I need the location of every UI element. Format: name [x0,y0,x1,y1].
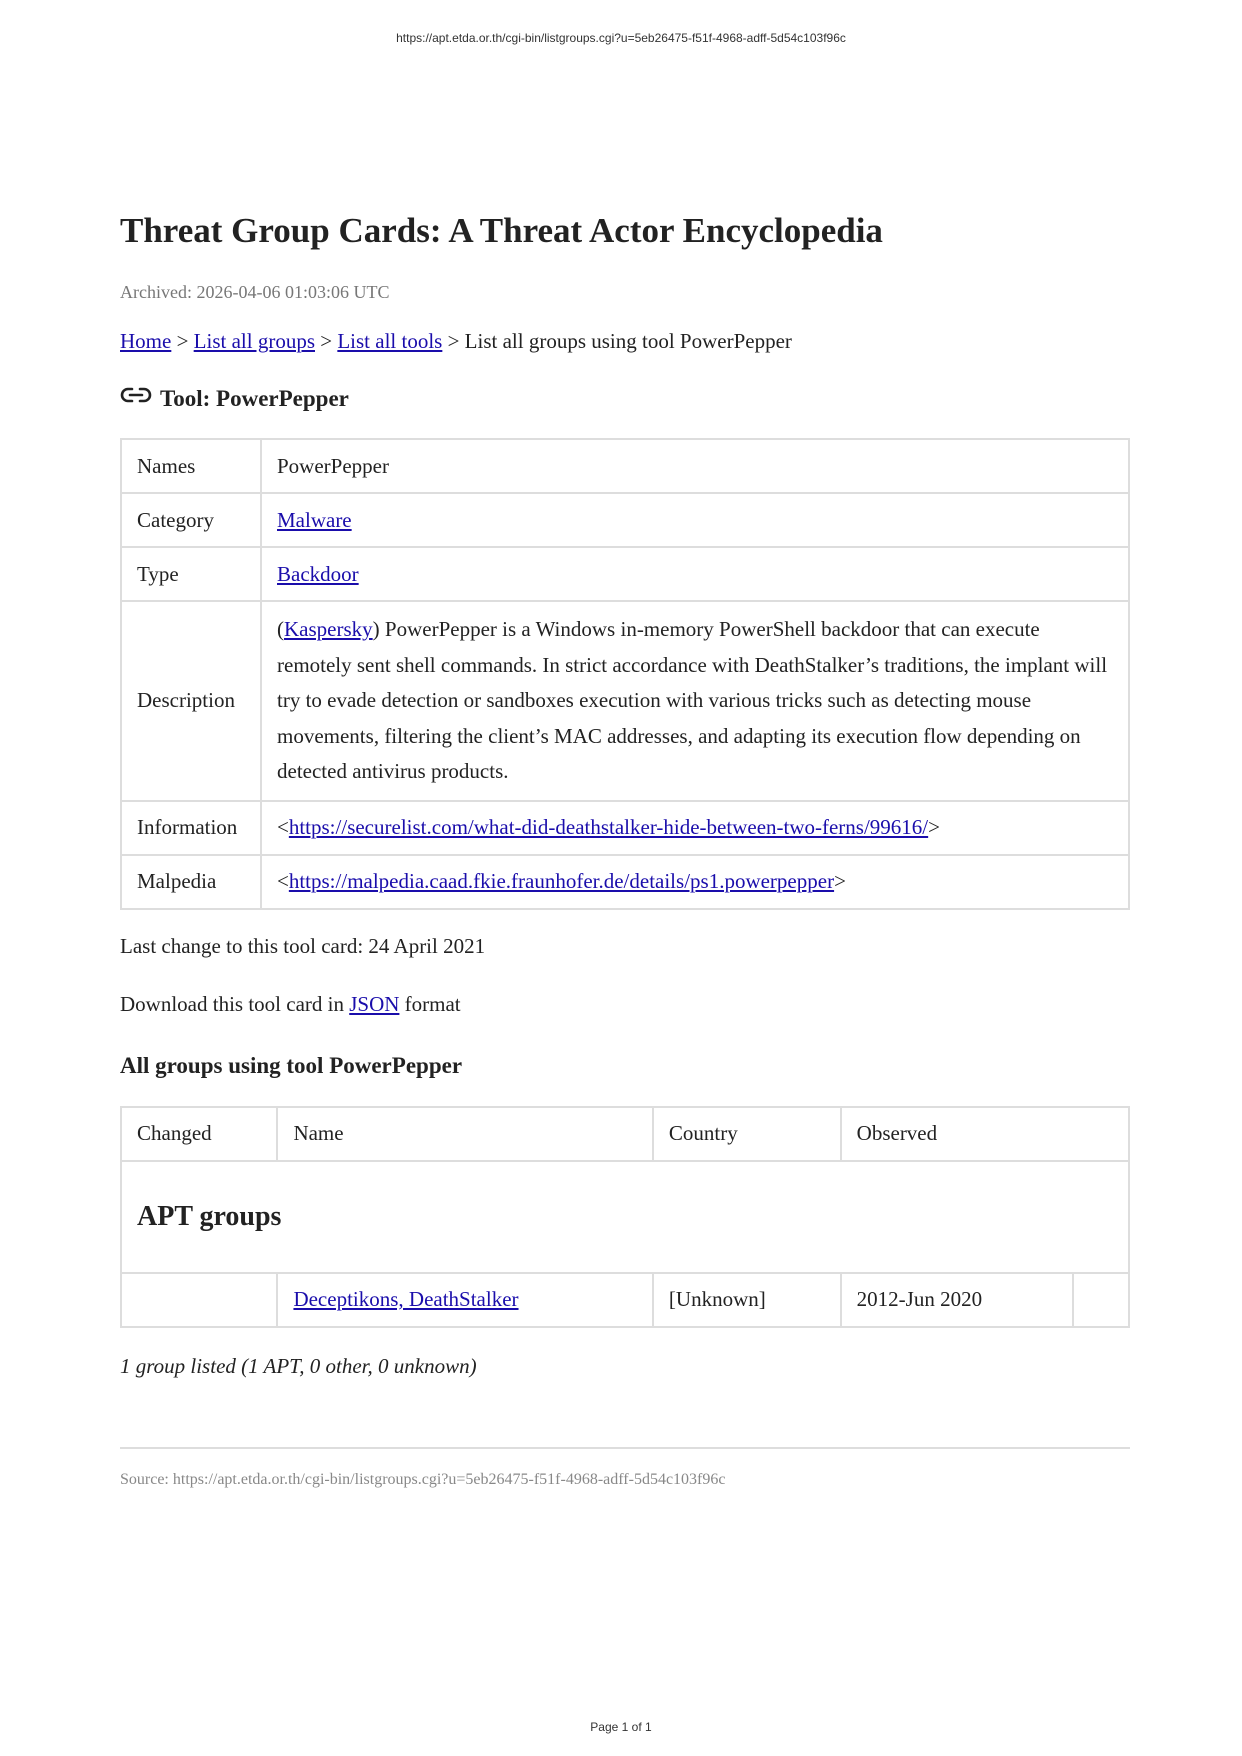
page-title: Threat Group Cards: A Threat Actor Encyclopedia [120,211,883,250]
groups-table [120,1106,1130,1328]
malpedia-cell: <https://malpedia.caad.fkie.fraunhofer.de/details/ps1.powerpepper> [261,855,1129,909]
breadcrumb-separator: > [171,329,194,353]
breadcrumb [120,329,1130,354]
information-cell: <https://securelist.com/what-did-deathstalker-hide-between-two-ferns/99616/> [261,801,1129,855]
link-icon [120,386,152,404]
type-link[interactable]: Backdoor [277,561,359,586]
group-name-link[interactable]: Deceptikons, DeathStalker [293,1287,519,1311]
breadcrumb-separator: > [315,329,338,353]
tool-info-table [120,438,1130,910]
json-download-link[interactable]: JSON [349,991,400,1016]
breadcrumb-home-link[interactable]: Home [120,329,172,353]
information-link[interactable]: https://securelist.com/what-did-deathstalker-hide-between-two-ferns/99616/ [288,815,929,839]
source-line: Source: https://apt.etda.or.th/cgi-bin/listgroups.cgi?u=5eb26475-f51f-4968-adff-5d54c103f96c [120,1470,726,1488]
print-header-url: https://apt.etda.or.th/cgi-bin/listgroups.cgi?u=5eb26475-f51f-4968-adff-5d54c103f96c [396,31,846,45]
table-row [121,439,1129,493]
description-source-link[interactable]: Kaspersky [284,617,373,641]
breadcrumb-list-tools-link[interactable]: List all tools [337,329,443,353]
groups-heading: All groups using tool PowerPepper [120,1052,463,1078]
table-row [121,547,1129,601]
observed-cell: 2012-Jun 2020 [841,1273,1073,1327]
names-label: Names [121,439,261,493]
tool-heading [120,386,1130,412]
table-row [121,601,1129,801]
download-prefix: Download this tool card in [120,991,350,1016]
main-content [120,210,1130,1489]
section-title: APT groups [137,1200,282,1232]
extra-cell [1073,1273,1129,1327]
download-line [120,992,1130,1017]
table-row [121,493,1129,547]
print-footer-page: Page 1 of 1 [590,1720,652,1734]
last-change: Last change to this tool card: 24 April 2021 [120,933,486,958]
column-header-country[interactable]: Country [653,1107,841,1161]
table-row [121,801,1129,855]
names-value: PowerPepper [261,439,1129,493]
archived-timestamp: Archived: 2026-04-06 01:03:06 UTC [120,282,390,302]
column-header-changed[interactable]: Changed [121,1107,277,1161]
changed-cell [121,1273,277,1327]
table-row [121,1273,1129,1327]
column-header-observed[interactable]: Observed [841,1107,1129,1161]
groups-summary: 1 group listed (1 APT, 0 other, 0 unknown) [120,1353,477,1378]
section-row [121,1161,1129,1273]
information-label: Information [121,801,261,855]
category-cell [261,493,1129,547]
table-row [121,855,1129,909]
category-link[interactable]: Malware [277,507,352,532]
breadcrumb-list-groups-link[interactable]: List all groups [193,329,315,353]
name-cell [277,1273,652,1327]
breadcrumb-current: > List all groups using tool PowerPepper [442,329,792,353]
country-cell: [Unknown] [653,1273,841,1327]
section-cell [121,1161,1129,1273]
description-text: PowerPepper is a Windows in-memory PowerShell backdoor that can execute remotely sent shell commands. In strict accordance with DeathStalker’s traditions, the implant will try to evade detection or sandboxes execution with various tricks such as detecting mouse movements, filtering the client’s MAC addresses, and adapting its execution flow depending on detected antivirus products. [277,617,1108,783]
divider [120,1447,1130,1449]
description-label: Description [121,601,261,801]
malpedia-label: Malpedia [121,855,261,909]
type-cell [261,547,1129,601]
table-header-row [121,1107,1129,1161]
column-header-name[interactable]: Name [277,1107,652,1161]
category-label: Category [121,493,261,547]
type-label: Type [121,547,261,601]
tool-heading-text: Tool: PowerPepper [160,386,349,411]
download-suffix: format [399,991,461,1016]
description-cell: (Kaspersky) PowerPepper is a Windows in-memory PowerShell backdoor that can execute remotely sent shell commands. In strict accordance with DeathStalker’s traditions, the implant will try to evade detection or sandboxes execution with various tricks such as detecting mouse movements, filtering the client’s MAC addresses, and adapting its execution flow depending on detected antivirus products. [261,601,1129,801]
malpedia-link[interactable]: https://malpedia.caad.fkie.fraunhofer.de/details/ps1.powerpepper [288,869,835,893]
